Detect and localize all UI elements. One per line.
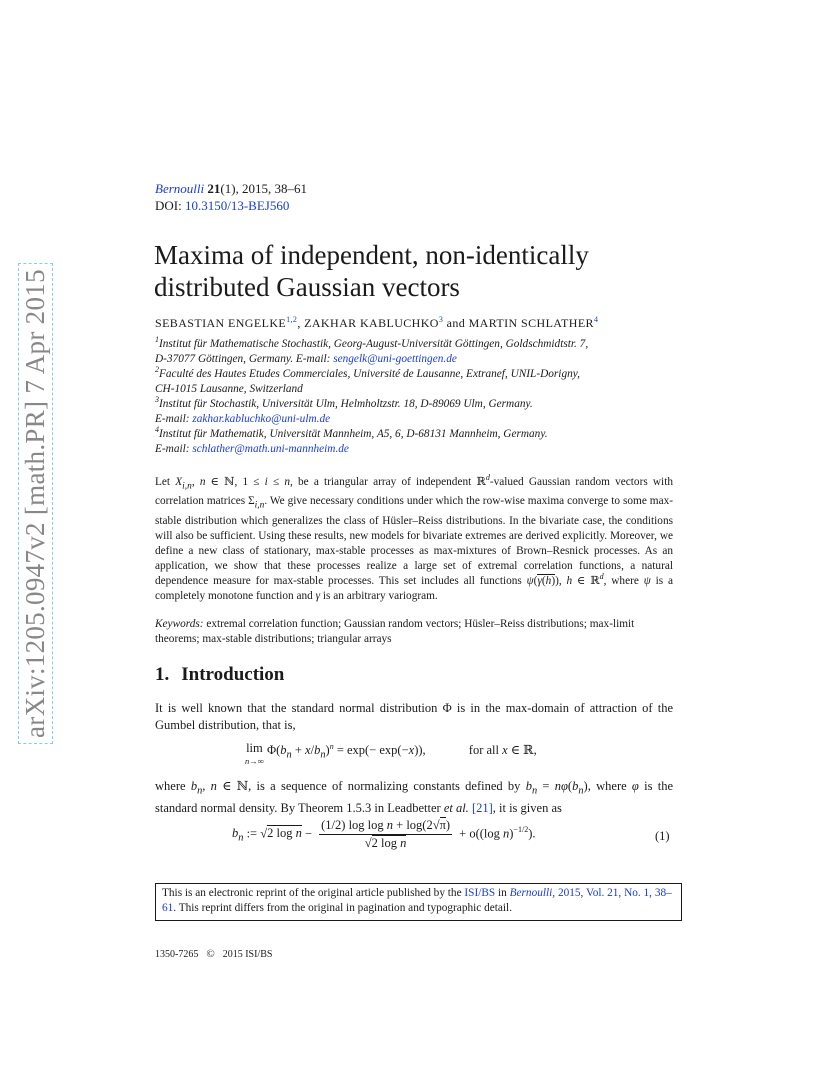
affil-text: Institut für Mathematik, Universität Mannheim, A5, 6, D-68131 Mannheim, Germany. — [159, 428, 548, 440]
equation-number: (1) — [655, 829, 670, 843]
affiliation-2 — [155, 367, 675, 382]
affil-marker: 2 — [155, 365, 159, 375]
journal-citation — [155, 181, 307, 196]
arxiv-side-stamp: arXiv:1205.0947v2 [math.PR] 7 Apr 2015 — [18, 263, 53, 744]
isi-bs-link[interactable]: ISI/BS — [464, 887, 496, 899]
title-line-1: Maxima of independent, non-identically — [154, 240, 589, 270]
keywords-text: extremal correlation function; Gaussian random vectors; Hüsler–Reiss distributions; max-limit theorems; max-stable distributions; triangular arrays — [155, 618, 635, 646]
email-link-schlather[interactable]: schlather@math.uni-mannheim.de — [192, 443, 349, 455]
section-title: Introduction — [181, 664, 285, 685]
author-list — [155, 316, 598, 331]
abstract-text: , be a triangular array of independent — [290, 476, 477, 488]
affil-text: E-mail: — [155, 443, 193, 455]
bernoulli-issue-link[interactable]: 2015, Vol. 21, No. 1, 38–61 — [162, 887, 672, 914]
para-text: where — [155, 779, 191, 793]
doi-line — [155, 198, 289, 213]
journal-issue-pages: (1), 2015, 38–61 — [220, 181, 308, 196]
copyright-holder: 2015 ISI/BS — [222, 949, 273, 960]
title-line-2: distributed Gaussian vectors — [154, 272, 460, 302]
para-text: , it is given as — [492, 801, 562, 815]
affiliation-4 — [155, 427, 675, 442]
keywords — [155, 617, 673, 647]
bernoulli-link[interactable]: Bernoulli, — [509, 887, 556, 899]
author-3: MARTIN SCHLATHER — [468, 316, 594, 330]
affiliation-1 — [155, 337, 675, 352]
citation-link-21[interactable]: [21] — [471, 801, 493, 815]
affil-text: Institut für Stochastik, Universität Ulm, Helmholtzstr. 18, D-89069 Ulm, Germany. — [159, 398, 533, 410]
abstract-text: , where — [603, 575, 644, 588]
equation-gumbel-limit: lim n→∞ $\Phi(b_n + x/b_n)^n = \exp(- \exp(-x))$, for all x ∈ ℝ, — [245, 741, 537, 766]
affil-marker: 1 — [155, 335, 159, 345]
affiliation-3-cont — [155, 412, 675, 427]
journal-volume: 21 — [207, 181, 221, 196]
issn-number: 1350-7265 — [155, 949, 199, 960]
author-separator: , — [297, 316, 305, 330]
author-2: ZAKHAR KABLUCHKO — [304, 316, 439, 330]
affil-marker: 3 — [155, 395, 159, 405]
affil-text: Institut für Mathematische Stochastik, Georg-August-Universität Göttingen, Goldschmidtstr. 7, — [159, 338, 589, 350]
paper-title — [154, 239, 674, 303]
equation-normalizing-constant: $b_n$ := √2 log n − $\frac{\text{(1/2) log log n + log(2√π)}}{\text{√2 log n}}$ + o((log n)$^{-1/2}$). — [232, 818, 536, 850]
journal-link[interactable]: Bernoulli — [155, 181, 205, 196]
abstract: Let $X_{i,n}$, n ∈ ℕ, 1 ≤ i ≤ n, be a triangular array of independent ℝ$^d$-valued Gaussian random vectors with correlation matrices $\Sigma_{i,n}$. We give necessary conditions under which the row-wise maxima converge to some max-stable distribution which generalizes the class of Hüsler–Reiss distributions. In the bivariate case, the conditions will also be sufficient. Using these results, new models for bivariate extremes are derived explicitly. Moreover, we define a new class of stationary, max-stable processes as max-mixtures of Brown–Resnick processes. As an application, we show that these processes realize a large set of extremal correlation functions, a natural dependence measure for max-stable processes. This set includes all functions ψ(γ(h)), h ∈ ℝ$^d$, where ψ is a completely monotone function and γ is an arbitrary variogram. — [155, 473, 673, 603]
abstract-text: Let — [155, 476, 176, 488]
affil-text: CH-1015 Lausanne, Switzerland — [155, 383, 303, 395]
author-1: SEBASTIAN ENGELKE — [155, 316, 287, 330]
para-text: is the standard normal density. By Theorem 1.5.3 in Leadbetter — [155, 779, 673, 815]
author-separator: and — [443, 316, 469, 330]
affiliations — [155, 337, 675, 457]
author-3-affil-ref[interactable]: 4 — [593, 315, 599, 324]
reprint-text: This is an electronic reprint of the original article published by the — [162, 887, 465, 899]
affiliation-2-cont — [155, 382, 675, 397]
copyright-icon: © — [206, 948, 215, 960]
footer-issn — [155, 948, 272, 960]
affiliation-1-cont — [155, 352, 675, 367]
doi-label: DOI: — [155, 198, 182, 213]
equation-condition: for all — [468, 743, 503, 757]
reprint-text: in — [495, 887, 510, 899]
author-2-affil-ref[interactable]: 3 — [438, 315, 444, 324]
email-link-kabluchko[interactable]: zakhar.kabluchko@uni-ulm.de — [192, 413, 331, 425]
section-heading — [155, 664, 284, 686]
affil-text: E-mail: — [155, 413, 193, 425]
et-al: et al. — [443, 801, 469, 815]
affiliation-3 — [155, 397, 675, 412]
para-text: , is a sequence of normalizing constants defined by — [248, 779, 526, 793]
affil-marker: 4 — [155, 425, 159, 435]
affiliation-4-cont — [155, 442, 675, 457]
reprint-notice — [155, 883, 682, 921]
para-text: , where — [587, 779, 632, 793]
abstract-text: . We give necessary conditions under which the row-wise maxima converge to some max-stable distribution which generalizes the class of Hüsler–Reiss distributions. In the bivariate case, the conditions will also be sufficient. Using these results, new models for bivariate extremes are derived explicitly. Moreover, we define a new class of stationary, max-stable processes as max-mixtures of Brown–Resnick processes. As an application, we show that these processes realize a large set of extremal correlation functions, a natural dependence measure for max-stable processes. This set includes all functions — [155, 495, 673, 588]
author-1-affil-ref[interactable]: 1,2 — [286, 315, 298, 324]
affil-text: Faculté des Hautes Etudes Commerciales, Université de Lausanne, Extranef, UNIL-Dorigny, — [159, 368, 580, 380]
reprint-text: . This reprint differs from the original in pagination and typographic detail. — [173, 902, 513, 914]
email-link-engelke[interactable]: sengelk@uni-goettingen.de — [333, 353, 457, 365]
abstract-text: -valued Gaussian random vectors with correlation matrices — [155, 476, 673, 508]
section-number: 1. — [155, 664, 170, 685]
intro-paragraph-2: where $b_n$, n ∈ ℕ, is a sequence of normalizing constants defined by $b_n = n\varphi(b_n)$, where φ is the standard normal density. By Theorem 1.5.3 in Leadbetter et al. [21], it is given as — [155, 779, 673, 815]
intro-paragraph-1: It is well known that the standard normal distribution Φ is in the max-domain of attraction of the Gumbel distribution, that is, — [155, 701, 673, 732]
abstract-text: is an arbitrary variogram. — [320, 590, 438, 603]
affil-text: D-37077 Göttingen, Germany. E-mail: — [155, 353, 334, 365]
keywords-label: Keywords: — [155, 618, 204, 630]
doi-link[interactable]: 10.3150/13-BEJ560 — [184, 198, 290, 213]
abstract-text: is a completely monotone function and — [155, 575, 673, 603]
